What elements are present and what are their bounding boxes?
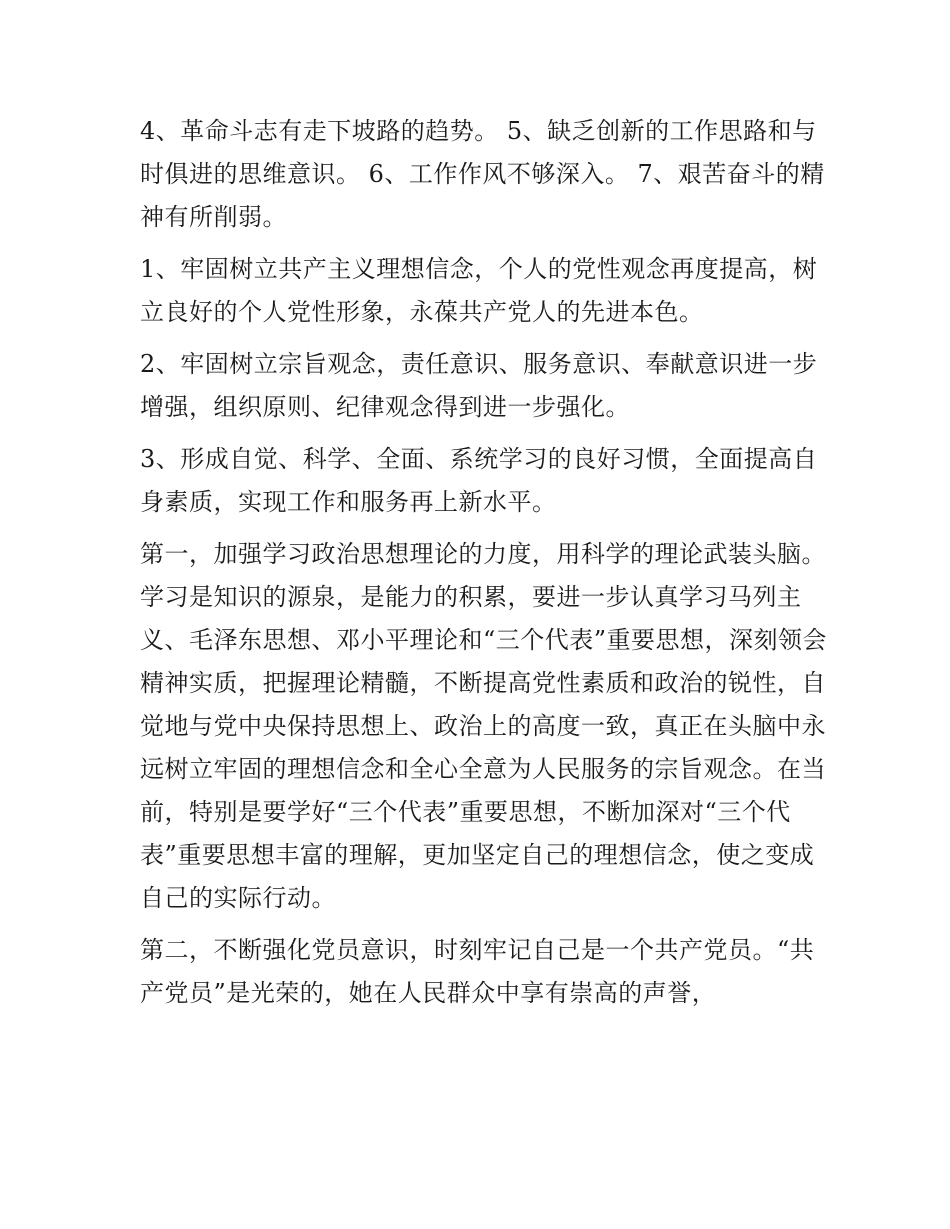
paragraph-goal-2: 2、牢固树立宗旨观念，责任意识、服务意识、奉献意识进一步增强，组织原则、纪律观念得到进一步强化。	[140, 350, 818, 421]
paragraph-measure-second: 第二，不断强化党员意识，时刻牢记自己是一个共产党员。“共产党员”是光荣的，她在人民群众中享有崇高的声誉，	[140, 936, 815, 1007]
paragraph-goal-1: 1、牢固树立共产主义理想信念，个人的党性观念再度提高，树立良好的个人党性形象，永葆共产党人的先进本色。	[140, 255, 818, 326]
paragraph-shortcomings: 4、革命斗志有走下坡路的趋势。 5、缺乏创新的工作思路和与时俱进的思维意识。 6、工作作风不够深入。 7、艰苦奋斗的精神有所削弱。	[140, 117, 825, 231]
paragraph-measure-first: 第一，加强学习政治思想理论的力度，用科学的理论武装头脑。学习是知识的源泉，是能力的积累，要进一步认真学习马列主义、毛泽东思想、邓小平理论和“三个代表”重要思想，深刻领会精神实质，把握理论精髓，不断提高党性素质和政治的锐性，自觉地与党中央保持思想上、政治上的高度一致，真正在头脑中永远树立牢固的理想信念和全心全意为人民服务的宗旨观念。在当前，特别是要学好“三个代表”重要思想，不断加深对“三个代表”重要思想丰富的理解，更加坚定自己的理想信念，使之变成自己的实际行动。	[140, 540, 828, 912]
document-body	[140, 110, 830, 1024]
paragraph-goal-3: 3、形成自觉、科学、全面、系统学习的良好习惯，全面提高自身素质，实现工作和服务再上新水平。	[140, 445, 818, 516]
